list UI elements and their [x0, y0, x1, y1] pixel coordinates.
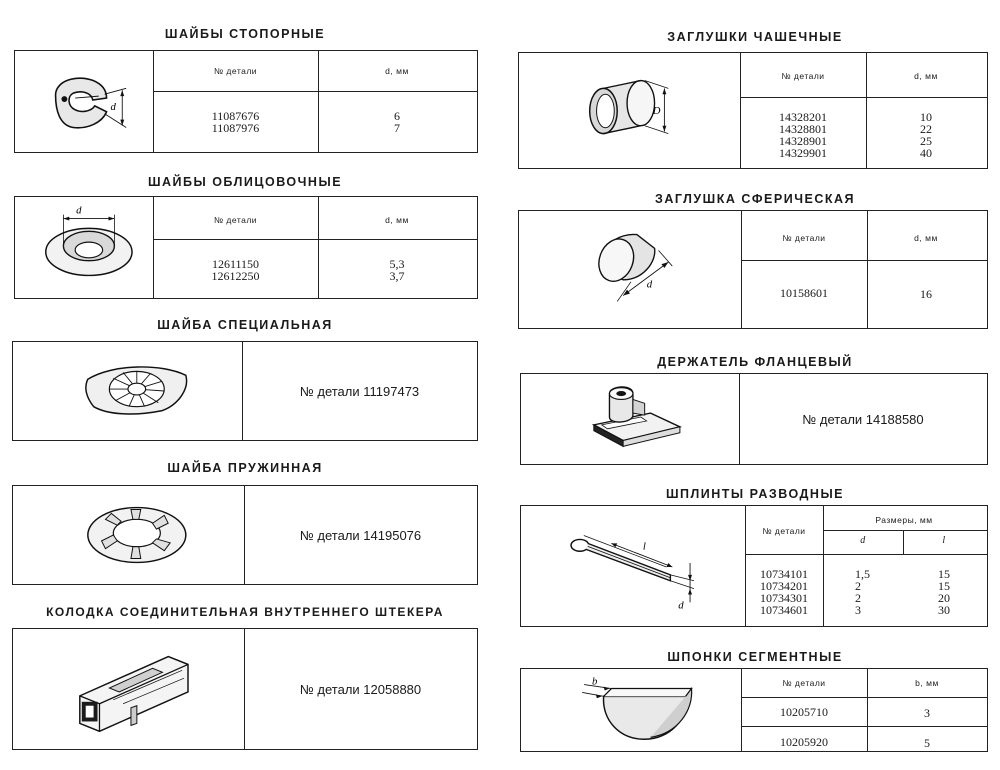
dimension-values: [318, 258, 476, 282]
table-shplinty: [745, 506, 987, 626]
table-row: [741, 736, 867, 748]
section-title-oblitsovochnye: ШАЙБЫ ОБЛИЦОВОЧНЫЕ: [147, 175, 343, 189]
section-shponki: [520, 668, 988, 752]
illustration-spherical-plug: [519, 211, 742, 328]
d-value: 2: [855, 591, 861, 605]
part-number: № детали 14195076: [299, 527, 422, 543]
part-number: 10205920: [780, 735, 828, 749]
section-title-spetsialnaya: ШАЙБА СПЕЦИАЛЬНАЯ: [157, 318, 333, 332]
section-title-sfericheskaya: ЗАГЛУШКА СФЕРИЧЕСКАЯ: [654, 192, 855, 206]
connector-block-drawing: [13, 629, 244, 749]
part-numbers: [741, 287, 867, 299]
spring-washer-drawing: [13, 486, 244, 584]
dimension-value: 7: [394, 121, 400, 135]
section-title-derzhatel: ДЕРЖАТЕЛЬ ФЛАНЦЕВЫЙ: [657, 355, 853, 369]
part-number: 14328201: [779, 110, 827, 124]
illustration-cotter-pin: [521, 506, 746, 626]
dim-label-D: D: [652, 104, 661, 117]
dimension-value: 25: [920, 134, 932, 148]
illustration-trim-washer: [15, 197, 154, 298]
section-kolodka: [12, 628, 478, 750]
trim-washer-drawing: [15, 197, 153, 298]
part-number: 10158601: [780, 286, 828, 300]
part-number: 12611150: [211, 257, 260, 271]
spherical-plug-drawing: [519, 211, 741, 328]
dim-label-d: d: [678, 599, 684, 612]
part-cell: [244, 486, 477, 584]
dimension-values: [866, 111, 986, 159]
dimension-value: 3,7: [389, 269, 405, 283]
part-number: № детали 14188580: [802, 411, 924, 427]
illustration-flange-holder: [521, 374, 740, 464]
illustration-segment-key: [521, 669, 742, 751]
section-zaglushki: [518, 52, 988, 169]
flange-holder-drawing: [521, 374, 739, 464]
col-header-d: d, мм: [914, 233, 938, 243]
part-number: 10205710: [780, 705, 828, 719]
section-spetsialnaya: [12, 341, 478, 441]
col-header-d: d, мм: [385, 215, 409, 225]
dimension-value: 40: [920, 146, 932, 160]
section-derzhatel: [520, 373, 988, 465]
dim-label-d: d: [76, 204, 82, 217]
dimension-value: 10: [920, 110, 932, 124]
part-number: 14328901: [779, 134, 827, 148]
part-cell: [739, 374, 987, 464]
part-numbers: [745, 568, 823, 616]
table-sfericheskaya: [741, 211, 987, 328]
table-row: [867, 707, 987, 719]
dimension-value: 5,3: [389, 257, 405, 271]
section-stopornye: [14, 50, 478, 153]
part-number: 10734101: [760, 567, 808, 581]
dim-label-d: d: [646, 278, 653, 291]
illustration-cup-plug: [519, 53, 741, 168]
col-header-part: № детали: [213, 66, 258, 76]
l-value: 15: [938, 579, 950, 593]
dimension-values: [867, 288, 985, 300]
illustration-connector-block: [13, 629, 245, 749]
dimension-value: 22: [920, 122, 932, 136]
col-header-d: d, мм: [385, 66, 409, 76]
col-header-part: № детали: [781, 71, 825, 81]
part-numbers: [153, 258, 318, 282]
lock-washer-drawing: [15, 51, 153, 152]
table-oblitsovochnye: [153, 197, 477, 298]
cotter-pin-drawing: [521, 506, 745, 626]
table-shponki: [741, 669, 987, 751]
col-header-d: d: [860, 535, 866, 546]
part-number: 14329901: [779, 146, 827, 160]
dim-label-l: l: [642, 540, 646, 553]
dimension-value: 3: [924, 706, 930, 720]
table-zaglushki: [740, 53, 987, 168]
col-header-part: № детали: [782, 678, 826, 688]
d-value: 3: [855, 603, 861, 617]
part-number: 10734201: [760, 579, 808, 593]
part-number: № детали 12058880: [299, 681, 422, 697]
part-number: 10734601: [760, 603, 808, 617]
section-title-stopornye: ШАЙБЫ СТОПОРНЫЕ: [164, 27, 326, 41]
dimension-value: 5: [924, 736, 930, 750]
col-header-part: № детали: [782, 233, 826, 243]
part-number: 12612250: [211, 269, 260, 283]
col-header-group: Размеры, мм: [875, 515, 933, 525]
cup-plug-drawing: [519, 53, 740, 168]
table-stopornye: [153, 51, 477, 152]
table-row: [867, 737, 987, 749]
section-title-pruzhinnaya: ШАЙБА ПРУЖИННАЯ: [167, 461, 323, 475]
part-number: 11087676: [211, 109, 260, 123]
col-header-b: b, мм: [915, 678, 939, 688]
dim-label-d: d: [110, 100, 116, 113]
l-values: [903, 568, 985, 616]
part-numbers: [153, 110, 318, 134]
dimension-value: 16: [920, 287, 932, 301]
section-shplinty: [520, 505, 988, 627]
dimension-values: [318, 110, 476, 134]
illustration-spring-washer: [13, 486, 245, 584]
col-header-part: № детали: [762, 526, 806, 536]
table-row: [741, 706, 867, 718]
col-header-part: № детали: [213, 215, 258, 225]
part-cell: [244, 629, 477, 749]
section-title-shplinty: ШПЛИНТЫ РАЗВОДНЫЕ: [665, 487, 845, 501]
part-numbers: [740, 111, 866, 159]
part-number: 14328801: [779, 122, 827, 136]
dim-label-b: b: [591, 675, 598, 688]
section-title-kolodka: КОЛОДКА СОЕДИНИТЕЛЬНАЯ ВНУТРЕННЕГО ШТЕКЕРА: [46, 605, 444, 619]
l-value: 30: [938, 603, 950, 617]
l-value: 15: [938, 567, 950, 581]
section-sfericheskaya: [518, 210, 988, 329]
part-cell: [242, 342, 477, 440]
section-pruzhinnaya: [12, 485, 478, 585]
illustration-special-washer: [13, 342, 243, 440]
section-oblitsovochnye: [14, 196, 478, 299]
dimension-value: 6: [394, 109, 400, 123]
part-number: 10734301: [760, 591, 808, 605]
section-title-zaglushki: ЗАГЛУШКИ ЧАШЕЧНЫЕ: [667, 30, 843, 44]
special-washer-drawing: [13, 342, 242, 440]
section-title-shponki: ШПОНКИ СЕГМЕНТНЫЕ: [667, 650, 843, 664]
d-value: 2: [855, 579, 861, 593]
part-number: № детали 11197473: [299, 383, 420, 399]
part-number: 11087976: [211, 121, 260, 135]
d-values: [823, 568, 915, 616]
d-value: 1,5: [855, 567, 870, 581]
segment-key-drawing: [521, 669, 741, 751]
illustration-lock-washer: [15, 51, 154, 152]
col-header-l: l: [942, 535, 946, 546]
l-value: 20: [938, 591, 950, 605]
col-header-d: d, мм: [914, 71, 938, 81]
